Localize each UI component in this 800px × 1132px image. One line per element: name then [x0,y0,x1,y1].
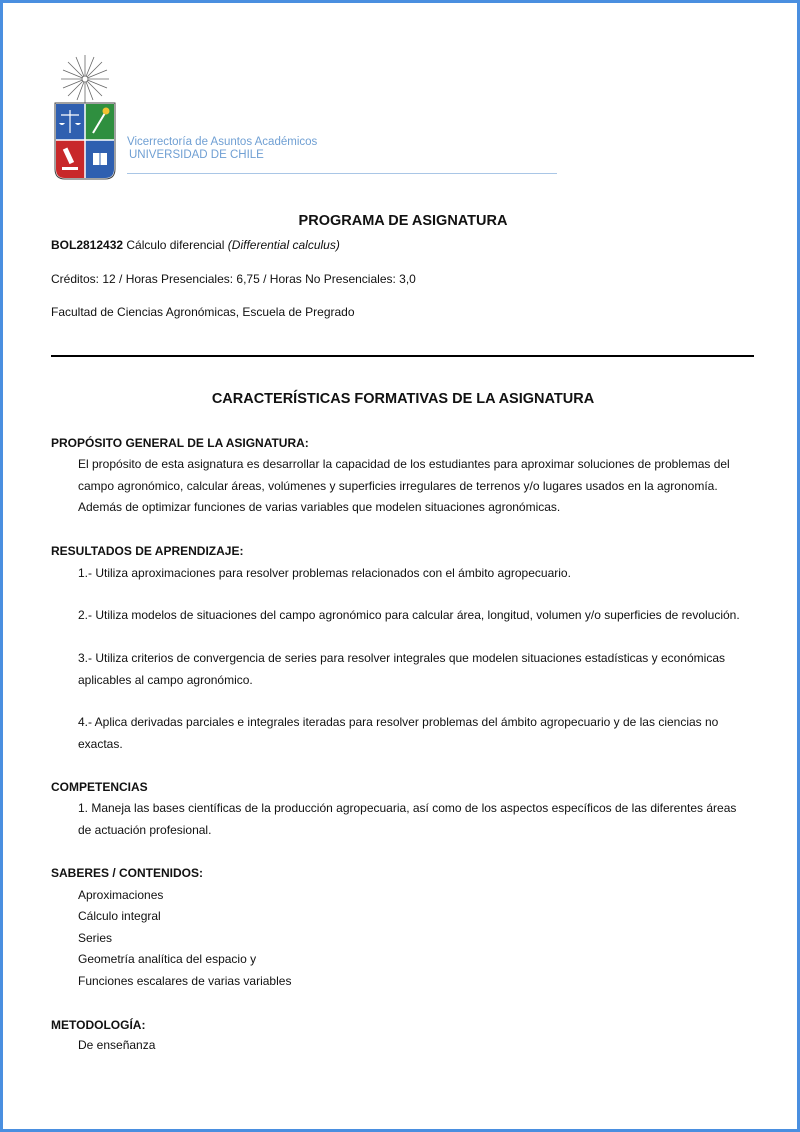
list-item: Cálculo integral [78,909,161,924]
section-divider [51,355,754,357]
credits-line: Créditos: 12 / Horas Presenciales: 6,75 / Horas No Presenciales: 3,0 [51,272,416,286]
methodology-heading: METODOLOGÍA: [51,1018,146,1032]
outcome-item: 1.- Utiliza aproximaciones para resolver problemas relacionados con el ámbito agropecuario. [78,566,571,580]
course-name-english: (Differential calculus) [227,238,340,252]
header-divider [127,173,557,174]
course-code: BOL2812432 [51,238,124,252]
competencies-heading: COMPETENCIAS [51,780,148,794]
document-title: PROGRAMA DE ASIGNATURA [298,213,508,229]
list-item: Geometría analítica del espacio y [78,952,257,967]
purpose-text: El propósito de esta asignatura es desarrollar la capacidad de los estudiantes para aproximar soluciones de problemas del campo agronómico, calcular áreas, volúmenes y superficies irregulares de terrenos y/o lugares usados en la agronomía. Además de optimizar funciones de varias variables que modelen situaciones agronómicas. [78,457,730,514]
section-title: CARACTERÍSTICAS FORMATIVAS DE LA ASIGNATURA [211,391,595,407]
contents-heading: SABERES / CONTENIDOS: [51,866,204,880]
contents-list [78,885,291,992]
list-item: Series [78,930,113,945]
list-item: Funciones escalares de varias variables [78,973,292,988]
competencies-text: 1. Maneja las bases científicas de la producción agropecuaria, así como de los aspectos específicos de las diferentes áreas de actuación profesional. [78,801,737,837]
vice-rectorate-header [127,136,317,162]
university-shield-logo [53,53,117,183]
vice-rectorate-label: Vicerrectoría de Asuntos Académicos [127,136,318,148]
course-name: Cálculo diferencial [126,238,225,252]
faculty-line: Facultad de Ciencias Agronómicas, Escuela de Pregrado [51,305,355,319]
outcomes-heading: RESULTADOS DE APRENDIZAJE: [51,544,244,558]
shield-icon [55,103,115,179]
course-line [51,238,340,253]
outcome-item: 2.- Utiliza modelos de situaciones del campo agronómico para calcular área, longitud, volumen y/o superficies de revolución. [78,608,740,622]
university-name: UNIVERSIDAD DE CHILE [129,149,264,161]
outcome-item: 4.- Aplica derivadas parciales e integrales iteradas para resolver problemas del ámbito agropecuario y de las ciencias no exactas. [78,715,719,751]
list-item: Aproximaciones [78,888,164,902]
outcome-item: 3.- Utiliza criterios de convergencia de series para resolver integrales que modelen situaciones estadísticas y económicas aplicables al campo agronómico. [78,651,725,687]
purpose-heading: PROPÓSITO GENERAL DE LA ASIGNATURA: [51,436,309,450]
methodology-subheading: De enseñanza [78,1038,156,1052]
